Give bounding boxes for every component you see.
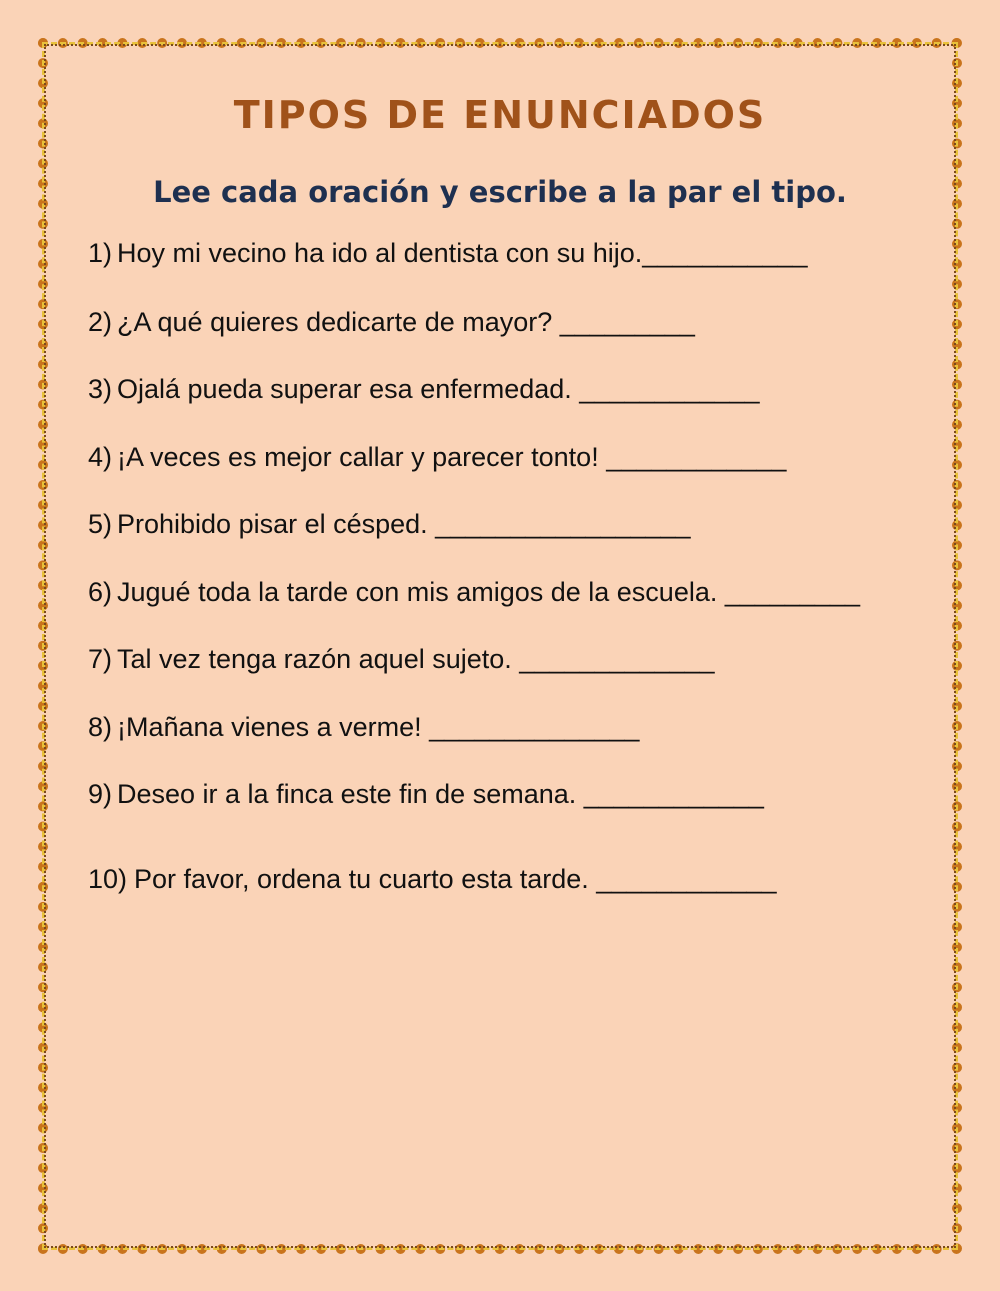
question-item (88, 238, 807, 269)
question-text: Por favor, ordena tu cuarto esta tarde. ____________ (134, 864, 777, 894)
question-text: ¿A qué quieres dedicarte de mayor? _________ (117, 307, 695, 337)
question-number: 10) (88, 864, 128, 894)
page-title: TIPOS DE ENUNCIADOS (233, 93, 767, 137)
question-text: Ojalá pueda superar esa enfermedad. ____________ (117, 374, 760, 404)
question-item (88, 577, 860, 608)
question-item (88, 864, 776, 895)
question-item (88, 712, 639, 743)
question-number: 4) (88, 442, 113, 472)
question-item (88, 374, 760, 405)
question-number: 1) (88, 238, 113, 268)
question-number: 9) (88, 779, 113, 809)
question-text: Jugué toda la tarde con mis amigos de la escuela. _________ (117, 577, 861, 607)
question-item (88, 307, 695, 338)
question-item (88, 442, 786, 473)
question-text: Tal vez tenga razón aquel sujeto. _____________ (117, 644, 715, 674)
question-item (88, 509, 690, 540)
question-text: Prohibido pisar el césped. _________________ (117, 509, 691, 539)
question-number: 8) (88, 712, 113, 742)
question-text: Hoy mi vecino ha ido al dentista con su hijo.___________ (117, 238, 808, 268)
question-text: ¡A veces es mejor callar y parecer tonto! ____________ (117, 442, 787, 472)
instruction-text: Lee cada oración y escribe a la par el tipo. (153, 175, 847, 209)
question-number: 2) (88, 307, 113, 337)
question-number: 7) (88, 644, 113, 674)
question-item (88, 644, 714, 675)
question-text: Deseo ir a la finca este fin de semana. ____________ (117, 779, 764, 809)
question-number: 6) (88, 577, 113, 607)
question-item (88, 779, 764, 810)
question-text: ¡Mañana vienes a verme! ______________ (117, 712, 640, 742)
question-number: 5) (88, 509, 113, 539)
question-number: 3) (88, 374, 113, 404)
